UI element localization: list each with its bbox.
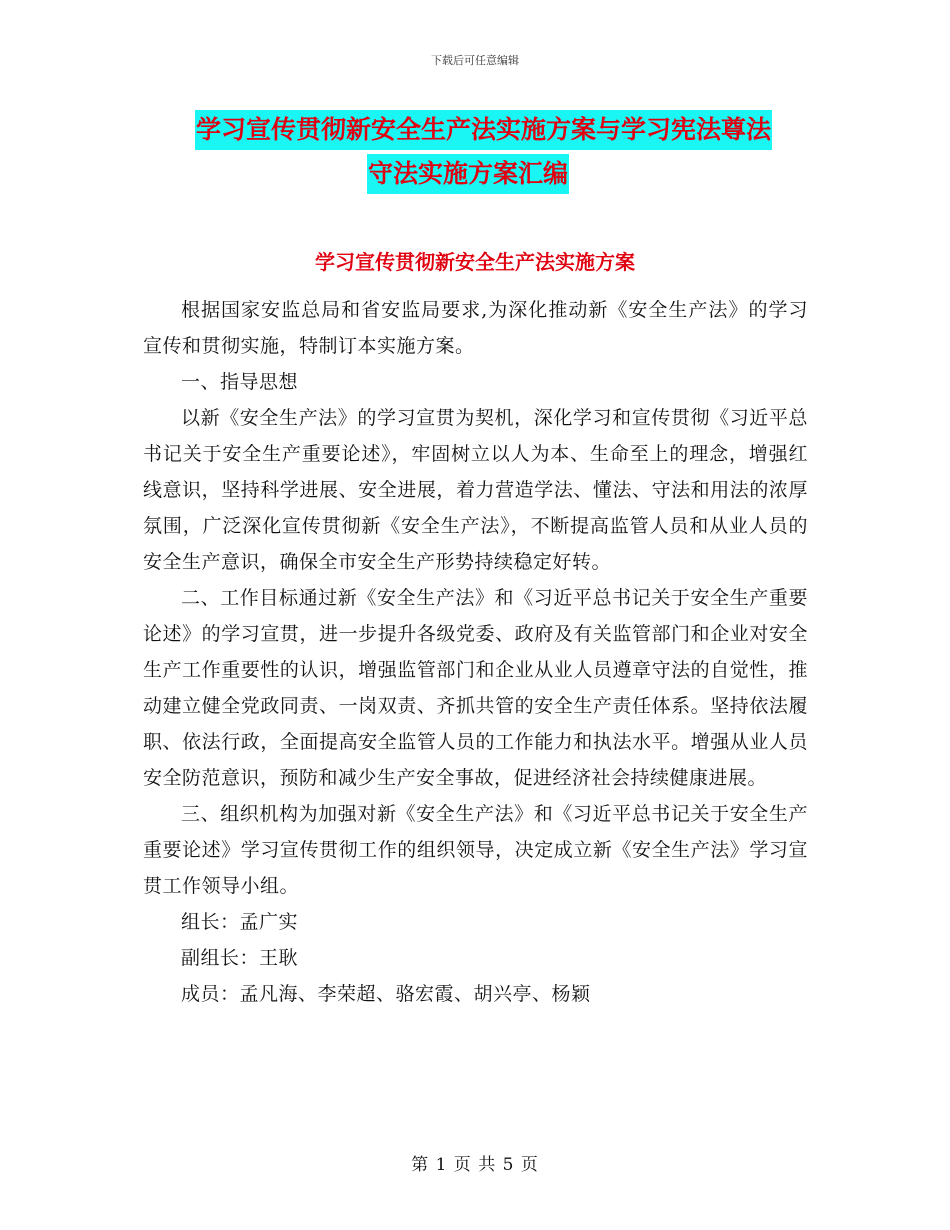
paragraph-organization: 三、组织机构为加强对新《安全生产法》和《习近平总书记关于安全生产重要论述》学习宣传贯彻工作的组织领导，决定成立新《安全生产法》学习宣贯工作领导小组。 bbox=[143, 803, 808, 897]
paragraph-work-goals: 二、工作目标通过新《安全生产法》和《习近平总书记关于安全生产重要论述》的学习宣贯，进一步提升各级党委、政府及有关监管部门和企业对安全生产工作重要性的认识，增强监管部门和企业从业人员遵章守法的自觉性，推动建立健全党政同责、一岗双责、齐抓共管的安全生产责任体系。坚持依法履职、依法行政，全面提高安全监管人员的工作能力和执法水平。增强从业人员安全防范意识，预防和减少生产安全事故，促进经济社会持续健康进展。 bbox=[143, 587, 808, 789]
paragraph-guiding-ideology: 以新《安全生产法》的学习宣贯为契机，深化学习和宣传贯彻《习近平总书记关于安全生产重要论述》，牢固树立以人为本、生命至上的理念，增强红线意识，坚持科学进展、安全进展，着力营造学法、懂法、守法和用法的浓厚氛围，广泛深化宣传贯彻新《安全生产法》，不断提高监管人员和从业人员的安全生产意识，确保全市安全生产形势持续稳定好转。 bbox=[143, 407, 808, 573]
paragraph-group-leader: 组长：孟广实 bbox=[181, 911, 299, 933]
paragraph-heading-guiding-ideology: 一、指导思想 bbox=[181, 371, 299, 393]
paragraph-intro: 根据国家安监总局和省安监局要求,为深化推动新《安全生产法》的学习宣传和贯彻实施，特制订本实施方案。 bbox=[143, 299, 808, 357]
section-heading: 学习宣传贯彻新安全生产法实施方案 bbox=[315, 250, 635, 274]
paragraph-members: 成员：孟凡海、李荣超、骆宏霞、胡兴亭、杨颖 bbox=[181, 983, 591, 1005]
document-title-line-1: 学习宣传贯彻新安全生产法实施方案与学习宪法尊法 bbox=[195, 110, 772, 150]
document-body bbox=[143, 292, 808, 1012]
page-header-note: 下载后可任意编辑 bbox=[431, 54, 519, 67]
paragraph-deputy-leader: 副组长：王耿 bbox=[181, 947, 299, 969]
document-title-line-2: 守法实施方案汇编 bbox=[367, 154, 569, 194]
page-number: 第 1 页 共 5 页 bbox=[411, 1155, 539, 1175]
